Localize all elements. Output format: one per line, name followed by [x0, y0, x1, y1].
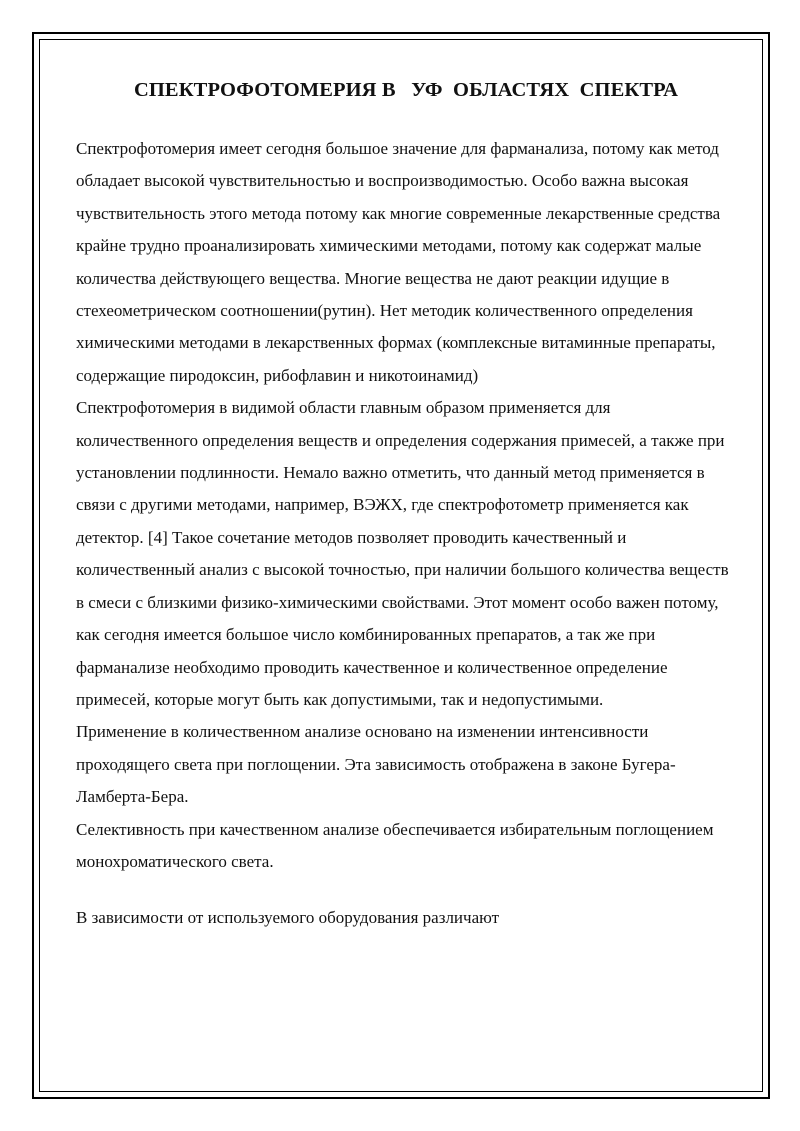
- paragraph-1: Спектрофотомерия имеет сегодня большое значение для фарманализа, потому как метод обладает высокой чувствительностью и воспроизводимостью. Особо важна высокая чувствительность этого метода потому как многие современные лекарственные средства крайне трудно проанализировать химическими методами, потому как содержат малые количества действующего вещества. Многие вещества не дают реакции идущие в стехеометрическом соотношении(рутин). Нет методик количественного определения химическими методами в лекарственных формах (комплексные витаминные препараты, содержащие пиродоксин, рибофлавин и никотоинамид): [76, 139, 721, 385]
- paragraph-4: Селективность при качественном анализе обеспечивается избирательным поглощением монохроматического света.: [76, 819, 714, 871]
- paragraph-3: Применение в количественном анализе основано на изменении интенсивности проходящего света при поглощении. Эта зависимость отображена в законе Бугера-Ламберта-Бера.: [76, 722, 676, 807]
- paragraph-spacer: [76, 878, 736, 902]
- document-body: [76, 70, 736, 935]
- document-title: СПЕКТРОФОТОМЕРИЯ В УФ ОБЛАСТЯХ СПЕКТРА: [133, 79, 679, 101]
- paragraph-2: Спектрофотомерия в видимой области главным образом применяется для количественного определения веществ и определения содержания примесей, а также при установлении подлинности. Немало важно отметить, что данный метод применяется в связи с другими методами, например, ВЭЖХ, где спектрофотометр применяется как детектор. [4] Такое сочетание методов позволяет проводить качественный и количественный анализ с высокой точностью, при наличии большого количества веществ в смеси с близкими физико-химическими свойствами. Этот момент особо важен потому, как сегодня имеется большое число комбинированных препаратов, а так же при фарманализе необходимо проводить качественное и количественное определение примесей, которые могут быть как допустимыми, так и недопустимыми.: [76, 398, 729, 709]
- paragraph-5: В зависимости от используемого оборудования различают: [76, 908, 500, 928]
